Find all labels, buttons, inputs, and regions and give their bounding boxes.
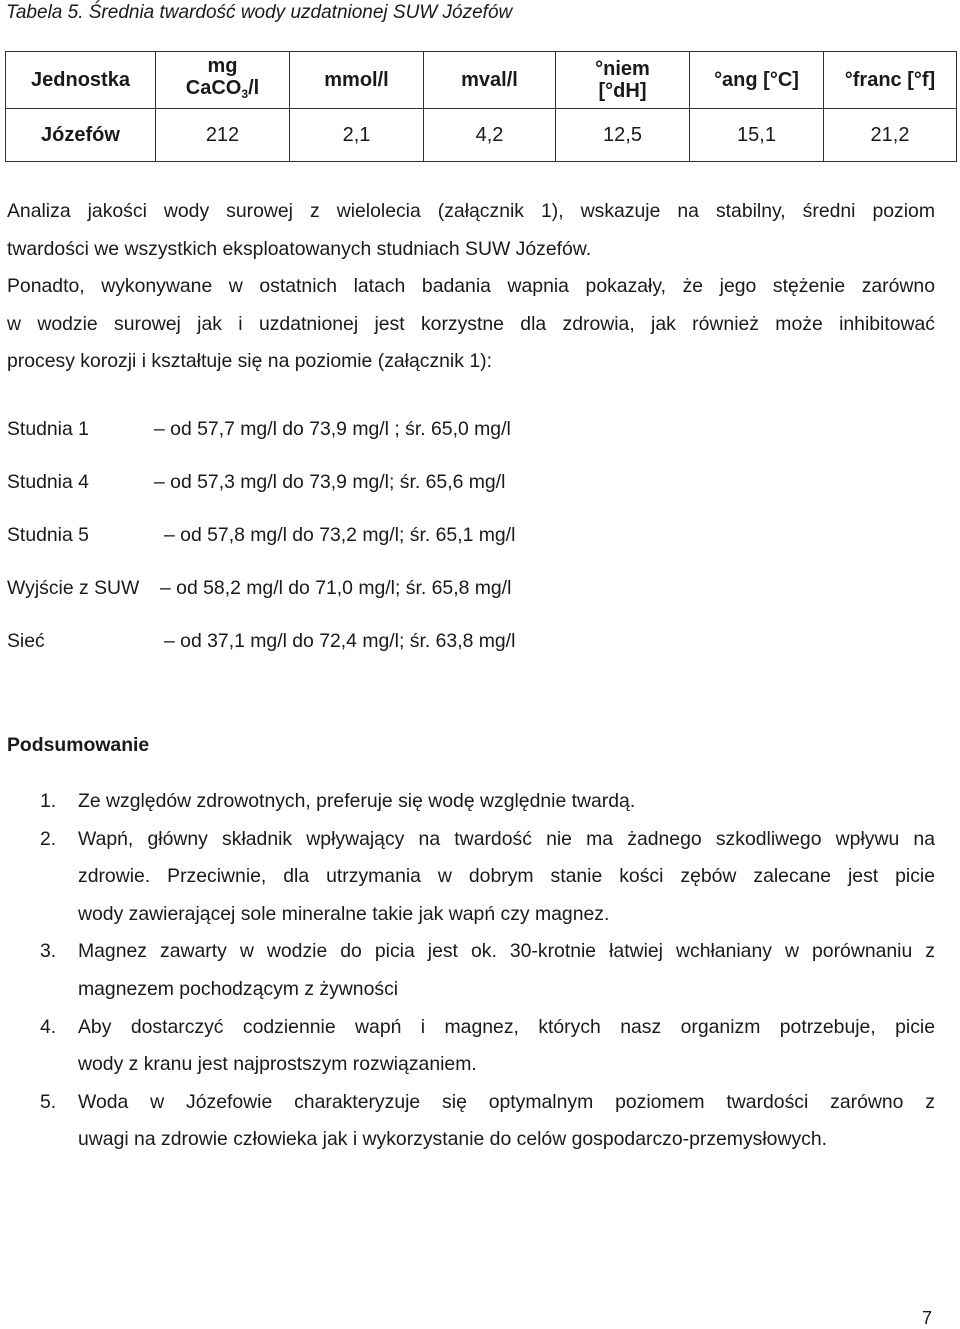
well-entry-5	[7, 524, 516, 547]
well-range: – od 57,3 mg/l do 73,9 mg/l; śr. 65,6 mg/l	[154, 471, 506, 493]
paragraph-analysis	[7, 193, 935, 268]
hardness-table	[5, 51, 957, 162]
well-range: – od 37,1 mg/l do 72,4 mg/l; śr. 63,8 mg/l	[164, 630, 516, 652]
table-cell: 21,2	[824, 109, 957, 162]
table-cell: 212	[156, 109, 290, 162]
list-item-line: Woda w Józefowie charakteryzuje się optymalnym poziomem twardości zarówno z	[78, 1090, 935, 1113]
list-item-number: 3.	[40, 940, 57, 963]
well-range: – od 57,7 mg/l do 73,9 mg/l ; śr. 65,0 mg/l	[154, 418, 511, 440]
table-cell: 4,2	[424, 109, 556, 162]
header-cell-mg-caco3	[156, 52, 290, 109]
well-entry-4	[7, 471, 506, 494]
list-item-number: 5.	[40, 1090, 57, 1113]
list-item	[7, 933, 935, 1008]
well-range: – od 57,8 mg/l do 73,2 mg/l; śr. 65,1 mg/l	[164, 524, 516, 546]
well-name: Studnia 5	[7, 524, 89, 546]
well-entry-1	[7, 418, 511, 441]
header-cell-unit: Jednostka	[6, 52, 156, 109]
list-item-line: wody z kranu jest najprostszym rozwiązaniem.	[78, 1053, 477, 1076]
table-caption: Tabela 5. Średnia twardość wody uzdatnionej SUW Józefów	[6, 2, 513, 23]
paragraph-line: procesy korozji i kształtuje się na poziomie (załącznik 1):	[7, 350, 492, 373]
header-mg-line2: CaCO$_3$/l	[185, 77, 260, 101]
list-item-number: 2.	[40, 827, 57, 850]
summary-heading: Podsumowanie	[7, 734, 150, 756]
table-row	[6, 109, 957, 162]
well-entry-network	[7, 630, 516, 653]
list-item-line: uwagi na zdrowie człowieka jak i wykorzystanie do celów gospodarczo-przemysłowych.	[78, 1128, 828, 1151]
list-item-line: Aby dostarczyć codziennie wapń i magnez, których nasz organizm potrzebuje, picie	[78, 1015, 935, 1038]
header-cell-niem	[556, 52, 690, 109]
well-range: – od 58,2 mg/l do 71,0 mg/l; śr. 65,8 mg/l	[160, 577, 512, 599]
paragraph-line: Analiza jakości wody surowej z wielolecia (załącznik 1), wskazuje na stabilny, średni poziom	[7, 200, 935, 222]
list-item-line: zdrowie. Przeciwnie, dla utrzymania w dobrym stanie kości zębów zalecane jest picie	[78, 865, 935, 888]
well-name: Studnia 4	[7, 471, 89, 493]
header-cell-ang: °ang [°C]	[690, 52, 824, 109]
well-name: Sieć	[7, 630, 45, 652]
list-item	[7, 1009, 935, 1084]
header-niem-line1: °niem	[595, 58, 650, 80]
header-cell-mval: mval/l	[424, 52, 556, 109]
list-item-line: magnezem pochodzącym z żywności	[78, 977, 399, 1000]
list-item-line: wody zawierającej sole mineralne takie jak wapń czy magnez.	[78, 902, 610, 925]
paragraph-line: twardości we wszystkich eksploatowanych studniach SUW Józefów.	[7, 237, 592, 260]
list-item	[7, 783, 935, 821]
header-cell-franc: °franc [°f]	[824, 52, 957, 109]
paragraph-line: w wodzie surowej jak i uzdatnionej jest korzystne dla zdrowia, jak również może inhibitować	[7, 312, 935, 335]
header-niem-line2: [°dH]	[598, 80, 647, 102]
well-name: Wyjście z SUW	[7, 577, 140, 599]
table-cell: 15,1	[690, 109, 824, 162]
page-number: 7	[922, 1308, 933, 1328]
paragraph-line: Ponadto, wykonywane w ostatnich latach badania wapnia pokazały, że jego stężenie zarówno	[7, 275, 935, 297]
table-cell: 2,1	[290, 109, 424, 162]
list-item-line: Magnez zawarty w wodzie do picia jest ok. 30-krotnie łatwiej wchłaniany w porównaniu z	[78, 940, 935, 963]
table-cell: 12,5	[556, 109, 690, 162]
list-item-line: Ze względów zdrowotnych, preferuje się wodę względnie twardą.	[78, 790, 636, 812]
header-mg-line1: mg	[207, 55, 238, 77]
list-item	[7, 1084, 935, 1159]
well-name: Studnia 1	[7, 418, 89, 440]
list-item-line: Wapń, główny składnik wpływający na twardość nie ma żadnego szkodliwego wpływu na	[78, 827, 935, 850]
header-cell-mmol: mmol/l	[290, 52, 424, 109]
list-item	[7, 821, 935, 934]
well-entry-suw-output	[7, 577, 512, 600]
summary-list	[7, 783, 935, 1159]
list-item-number: 4.	[40, 1015, 57, 1038]
table-cell-location: Józefów	[6, 109, 156, 162]
list-item-number: 1.	[40, 790, 57, 812]
paragraph-calcium	[7, 268, 935, 381]
table-header-row	[6, 52, 957, 109]
